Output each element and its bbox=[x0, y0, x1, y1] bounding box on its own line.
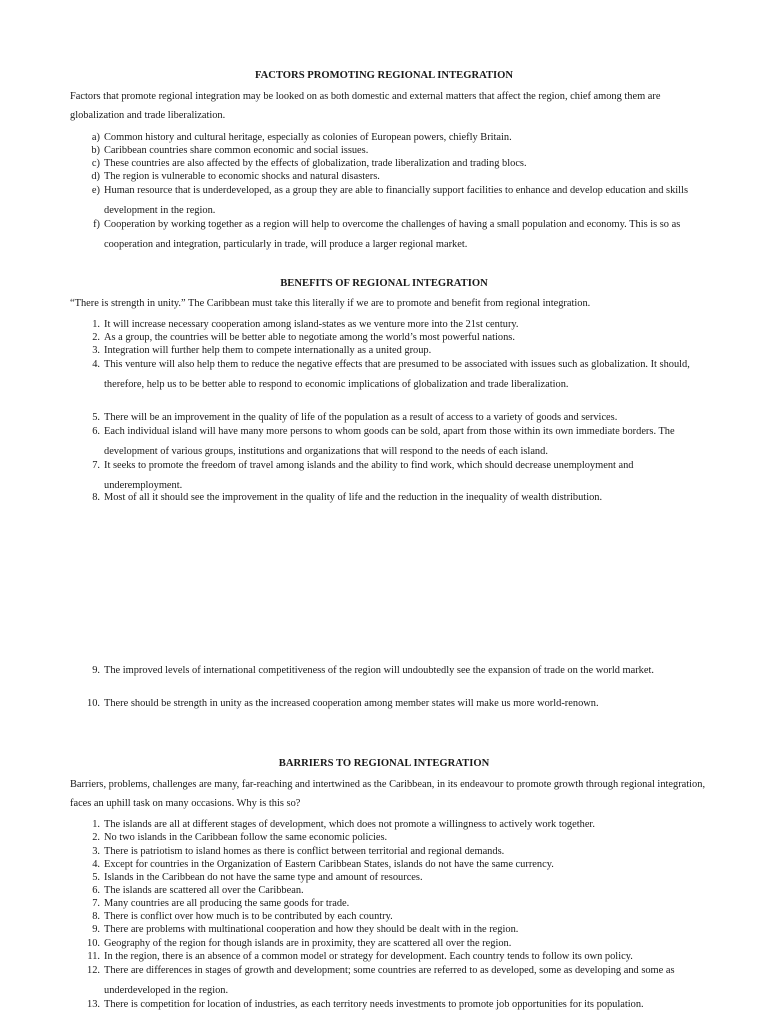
item-marker: 2. bbox=[92, 832, 100, 843]
barriers-item-2 bbox=[70, 831, 710, 844]
item-marker: 5. bbox=[92, 412, 100, 423]
item-text: Islands in the Caribbean do not have the same type and amount of resources. bbox=[104, 872, 423, 883]
barriers-item-6 bbox=[70, 884, 710, 897]
benefits-item-7 bbox=[70, 456, 710, 496]
barriers-item-13 bbox=[70, 995, 710, 1015]
factors-heading: FACTORS PROMOTING REGIONAL INTEGRATION bbox=[254, 70, 514, 81]
factors-item-b bbox=[70, 144, 710, 157]
item-text: There are differences in stages of growth and development; some countries are referred to as developed, some as developing and some as underdeveloped in the region. bbox=[104, 965, 675, 996]
item-marker: 8. bbox=[92, 911, 100, 922]
item-text: The islands are all at different stages of development, which does not promote a willingness to actively work together. bbox=[104, 819, 595, 830]
barriers-item-8 bbox=[70, 910, 710, 923]
item-text: There is conflict over how much is to be contributed by each country. bbox=[104, 911, 393, 922]
item-text: As a group, the countries will be better able to negotiate among the world’s most powerful nations. bbox=[104, 332, 515, 343]
factors-intro: Factors that promote regional integration may be looked on as both domestic and external matters that affect the region, chief among them are globalization and trade liberalization. bbox=[70, 91, 661, 121]
barriers-heading: BARRIERS TO REGIONAL INTEGRATION bbox=[278, 758, 490, 769]
factors-item-a bbox=[70, 131, 710, 144]
benefits-item-2 bbox=[70, 331, 710, 344]
item-marker: 7. bbox=[92, 898, 100, 909]
item-marker: 6. bbox=[92, 885, 100, 896]
item-text: The improved levels of international competitiveness of the region will undoubtedly see the expansion of trade on the world market. bbox=[104, 665, 654, 676]
barriers-item-1 bbox=[70, 818, 710, 831]
item-marker: 6. bbox=[92, 426, 100, 437]
item-text: The islands are scattered all over the Caribbean. bbox=[104, 885, 304, 896]
item-marker: 1. bbox=[92, 319, 100, 330]
benefits-item-1 bbox=[70, 318, 710, 331]
item-text: Cooperation by working together as a region will help to overcome the challenges of having a small population and economy. This is so as cooperation and integration, particularly in trade, will produce a larger regional market. bbox=[104, 219, 681, 250]
benefits-item-8 bbox=[70, 491, 710, 504]
item-text: No two islands in the Caribbean follow the same economic policies. bbox=[104, 832, 388, 843]
item-text: These countries are also affected by the effects of globalization, trade liberalization and trading blocs. bbox=[104, 158, 527, 169]
item-text: Integration will further help them to compete internationally as a united group. bbox=[104, 345, 432, 356]
item-marker: 12. bbox=[87, 965, 100, 976]
item-marker: 4. bbox=[92, 359, 100, 370]
barriers-item-9 bbox=[70, 923, 710, 936]
item-marker: 9. bbox=[92, 924, 100, 935]
item-text: Many countries are all producing the same goods for trade. bbox=[104, 898, 350, 909]
benefits-item-9 bbox=[70, 661, 710, 681]
item-marker: 2. bbox=[92, 332, 100, 343]
item-marker: e) bbox=[91, 185, 100, 196]
benefits-item-10 bbox=[70, 697, 710, 710]
item-text: Common history and cultural heritage, especially as colonies of European powers, chiefly Britain. bbox=[104, 132, 512, 143]
item-text: Geography of the region for though islands are in proximity, they are scattered all over the region. bbox=[104, 938, 512, 949]
item-text: Each individual island will have many more persons to whom goods can be sold, apart from those within its own immediate borders. The development of various groups, institutions and organizations that will respond to the needs of each island. bbox=[104, 426, 675, 457]
item-text: There are problems with multinational cooperation and how they should be dealt with in the region. bbox=[104, 924, 519, 935]
item-text: It will increase necessary cooperation among island-states as we venture more into the 21st century. bbox=[104, 319, 519, 330]
barriers-item-10 bbox=[70, 937, 710, 950]
item-text: Most of all it should see the improvement in the quality of life and the reduction in the inequality of wealth distribution. bbox=[104, 492, 603, 503]
item-text: There is competition for location of industries, as each territory needs investments to promote job opportunities for its population. bbox=[104, 999, 644, 1010]
item-marker: 13. bbox=[87, 999, 100, 1010]
item-marker: b) bbox=[91, 145, 100, 156]
barriers-item-4 bbox=[70, 858, 710, 871]
benefits-heading: BENEFITS OF REGIONAL INTEGRATION bbox=[280, 278, 488, 289]
barriers-item-7 bbox=[70, 897, 710, 910]
benefits-item-4 bbox=[70, 355, 710, 395]
item-text: It seeks to promote the freedom of travel among islands and the ability to find work, which should decrease unemployment and underemployment. bbox=[104, 460, 634, 491]
item-marker: 3. bbox=[92, 345, 100, 356]
item-marker: 5. bbox=[92, 872, 100, 883]
item-marker: 8. bbox=[92, 492, 100, 503]
item-marker: 7. bbox=[92, 460, 100, 471]
item-text: Except for countries in the Organization of Eastern Caribbean States, islands do not have the same currency. bbox=[104, 859, 554, 870]
item-marker: a) bbox=[91, 132, 100, 143]
barriers-item-3 bbox=[70, 845, 710, 858]
factors-item-c bbox=[70, 157, 710, 170]
item-marker: 10. bbox=[87, 698, 100, 709]
item-marker: 9. bbox=[92, 665, 100, 676]
item-marker: 10. bbox=[87, 938, 100, 949]
item-text: Human resource that is underdeveloped, as a group they are able to financially support facilities to enhance and develop education and skills development in the region. bbox=[104, 185, 688, 216]
benefits-intro: “There is strength in unity.” The Caribbean must take this literally if we are to promote and benefit from regional integration. bbox=[70, 298, 591, 309]
item-marker: 3. bbox=[92, 846, 100, 857]
item-text: Caribbean countries share common economic and social issues. bbox=[104, 145, 369, 156]
item-text: The region is vulnerable to economic shocks and natural disasters. bbox=[104, 171, 380, 182]
item-text: There is patriotism to island homes as there is conflict between territorial and regional demands. bbox=[104, 846, 505, 857]
item-text: There will be an improvement in the quality of life of the population as a result of access to a variety of goods and services. bbox=[104, 412, 618, 423]
barriers-intro: Barriers, problems, challenges are many, far-reaching and intertwined as the Caribbean, in its endeavour to promote growth through regional integration, faces an uphill task on many occasions. Why is this so? bbox=[70, 779, 706, 809]
barriers-item-5 bbox=[70, 871, 710, 884]
item-marker: 1. bbox=[92, 819, 100, 830]
item-text: There should be strength in unity as the increased cooperation among member states will make us more world-renown. bbox=[104, 698, 599, 709]
item-text: In the region, there is an absence of a common model or strategy for development. Each country tends to follow its own policy. bbox=[104, 951, 633, 962]
item-marker: 4. bbox=[92, 859, 100, 870]
item-marker: 11. bbox=[87, 951, 100, 962]
item-text: This venture will also help them to reduce the negative effects that are presumed to be associated with issues such as globalization. It should, therefore, help us to be better able to respond to economic implications of globalization and trade liberalization. bbox=[104, 359, 690, 390]
item-marker: f) bbox=[93, 219, 100, 230]
item-marker: d) bbox=[91, 171, 100, 182]
item-marker: c) bbox=[91, 158, 100, 169]
factors-item-f bbox=[70, 215, 710, 255]
